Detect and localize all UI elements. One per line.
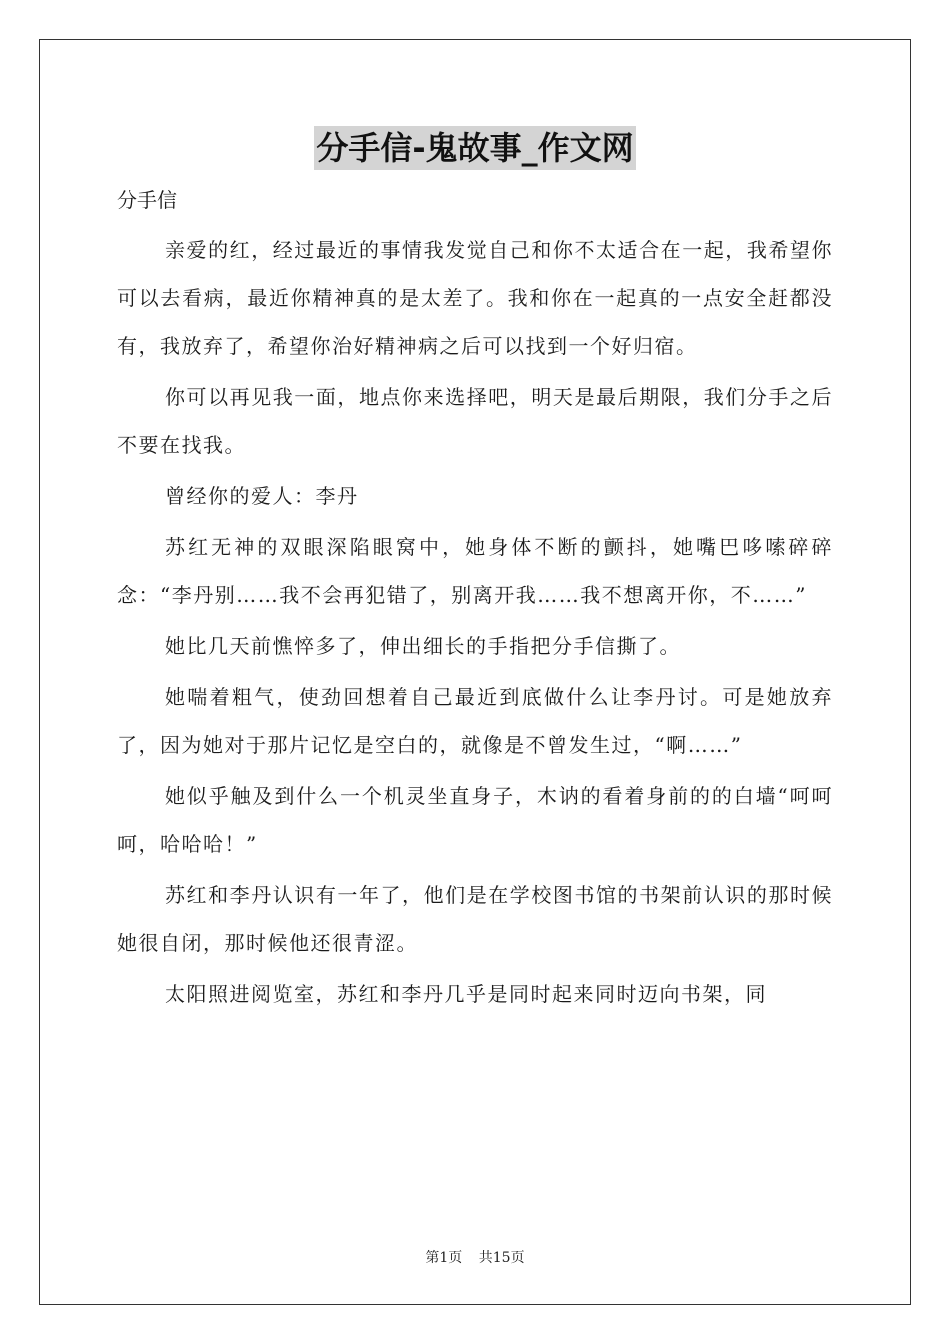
- paragraph: 苏红和李丹认识有一年了，他们是在学校图书馆的书架前认识的那时候她很自闭，那时候他还很青涩。: [117, 883, 833, 955]
- paragraph-signature: 曾经你的爱人：李丹: [165, 484, 359, 508]
- document-body: [117, 178, 833, 1021]
- document-title: 分手信-鬼故事_作文网: [314, 126, 635, 170]
- title-container: [0, 126, 950, 170]
- page-number: 第1页: [425, 1250, 463, 1266]
- paragraph: 亲爱的红，经过最近的事情我发觉自己和你不太适合在一起，我希望你可以去看病，最近你精神真的是太差了。我和你在一起真的一点安全赶都没有，我放弃了，希望你治好精神病之后可以找到一个好归宿。: [117, 238, 833, 358]
- page-footer: [0, 1247, 950, 1267]
- letter-heading: 分手信: [117, 188, 177, 212]
- paragraph: 苏红无神的双眼深陷眼窝中，她身体不断的颤抖，她嘴巴哆嗦碎碎念：“李丹别……我不会再犯错了，别离开我……我不想离开你，不……”: [117, 535, 833, 607]
- paragraph: 她比几天前憔悴多了，伸出细长的手指把分手信撕了。: [165, 634, 681, 658]
- paragraph: 太阳照进阅览室，苏红和李丹几乎是同时起来同时迈向书架，同: [165, 982, 767, 1006]
- paragraph: 她似乎触及到什么一个机灵坐直身子，木讷的看着身前的的白墙“呵呵呵，哈哈哈！”: [117, 784, 833, 856]
- paragraph: 她喘着粗气，使劲回想着自己最近到底做什么让李丹讨。可是她放弃了，因为她对于那片记忆是空白的，就像是不曾发生过，“啊……”: [117, 685, 833, 757]
- page-total: 共15页: [478, 1250, 525, 1266]
- paragraph: 你可以再见我一面，地点你来选择吧，明天是最后期限，我们分手之后不要在找我。: [117, 385, 833, 457]
